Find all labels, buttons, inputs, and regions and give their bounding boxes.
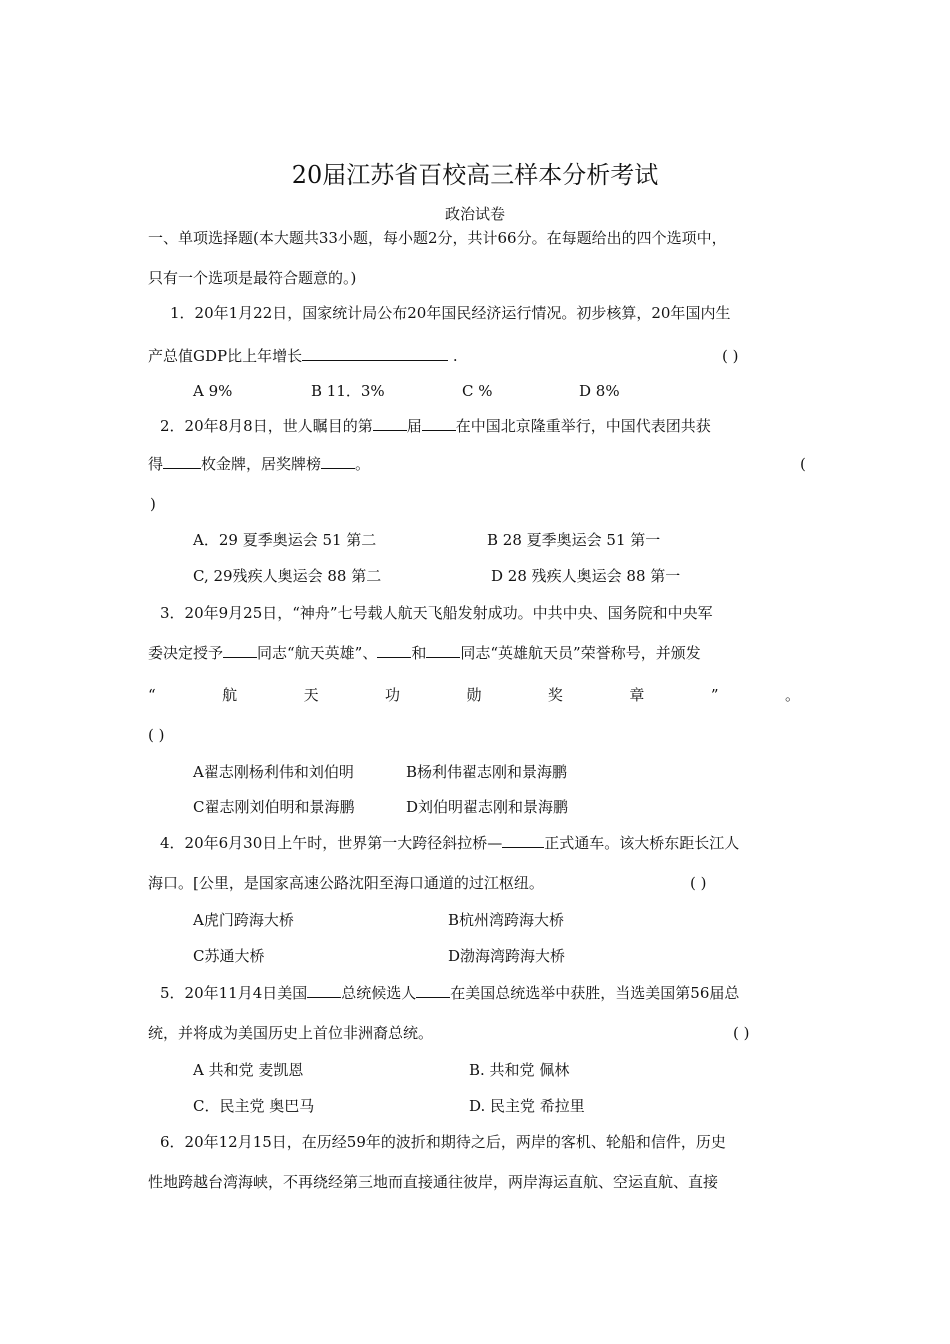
q3-blank-2 bbox=[377, 643, 411, 658]
q4-line1 bbox=[160, 833, 739, 853]
q5-text-a: 5．20年11月4日美国 bbox=[160, 984, 308, 1002]
q1-option-b: B 11．3% bbox=[311, 382, 385, 400]
q4-blank bbox=[502, 833, 544, 848]
q4-text-b: 正式通车。该大桥东距长江人 bbox=[544, 834, 740, 852]
q5-option-c: C．民主党 奥巴马 bbox=[193, 1097, 315, 1115]
q3-option-c: C翟志刚刘伯明和景海鹏 bbox=[193, 798, 355, 816]
q2-option-a: A．29 夏季奥运会 51 第二 bbox=[193, 531, 377, 549]
q4-option-a: A虎门跨海大桥 bbox=[193, 911, 294, 929]
q3-option-a: A翟志刚杨利伟和刘伯明 bbox=[193, 763, 354, 781]
q4-answer-paren: ( ) bbox=[690, 874, 707, 892]
q3-l3-char: 航 bbox=[222, 686, 238, 704]
q5-blank-1 bbox=[307, 983, 341, 998]
q1-line1: 1．20年1月22日，国家统计局公布20年国民经济运行情况。初步核算，20年国内生 bbox=[170, 304, 731, 322]
q2-blank-1 bbox=[373, 416, 407, 431]
q3-text-b: 同志“航天英雄”、 bbox=[257, 644, 378, 662]
q5-blank-2 bbox=[416, 983, 450, 998]
q4-option-c: C苏通大桥 bbox=[193, 947, 265, 965]
q5-answer-paren: ( ) bbox=[733, 1024, 750, 1042]
q3-l3-char: “ bbox=[148, 686, 156, 704]
exam-title: 20届江苏省百校高三样本分析考试 bbox=[291, 161, 659, 189]
q4-text-a: 4．20年6月30日上午时，世界第一大跨径斜拉桥— bbox=[160, 834, 503, 852]
q5-line2: 统，并将成为美国历史上首位非洲裔总统。 bbox=[148, 1024, 434, 1042]
q3-l3-char: 奖 bbox=[547, 686, 563, 704]
q2-text-a: 2．20年8月8日，世人瞩目的第 bbox=[160, 417, 373, 435]
q3-l3-char: 功 bbox=[385, 686, 401, 704]
q3-text-c: 和 bbox=[411, 644, 427, 662]
section-heading-line1: 一、单项选择题(本大题共33小题，每小题2分，共计66分。在每题给出的四个选项中， bbox=[148, 229, 727, 247]
q3-line2 bbox=[148, 643, 701, 663]
q3-text-a: 委决定授予 bbox=[148, 644, 224, 662]
section-heading-line2: 只有一个选项是最符合题意的。) bbox=[148, 269, 357, 287]
q1-option-a: A 9% bbox=[193, 382, 233, 400]
q4-option-d: D渤海湾跨海大桥 bbox=[448, 947, 566, 965]
q3-option-d: D刘伯明翟志刚和景海鹏 bbox=[406, 798, 569, 816]
q3-l3-char: 。 bbox=[784, 686, 800, 704]
q3-l3-char: ” bbox=[710, 686, 719, 704]
q1-option-c: C % bbox=[462, 382, 493, 400]
q4-option-b: B杭州湾跨海大桥 bbox=[448, 911, 565, 929]
q3-blank-3 bbox=[426, 643, 460, 658]
q3-l3-char: 天 bbox=[303, 686, 319, 704]
q2-text-c: 在中国北京隆重举行，中国代表团共获 bbox=[455, 417, 711, 435]
q4-line2: 海口。[公里，是国家高速公路沈阳至海口通道的过江枢纽。 bbox=[148, 874, 544, 892]
q5-line1 bbox=[160, 983, 739, 1003]
q3-l3-char: 勋 bbox=[466, 686, 482, 704]
q2-line2 bbox=[148, 454, 370, 474]
q1-line2 bbox=[148, 346, 458, 366]
q1-blank bbox=[302, 346, 448, 361]
q5-text-b: 总统候选人 bbox=[341, 984, 417, 1002]
q2-text-e: 枚金牌，居奖牌榜 bbox=[201, 455, 322, 473]
q5-option-d: D. 民主党 希拉里 bbox=[469, 1097, 585, 1115]
q2-blank-2 bbox=[422, 416, 456, 431]
q1-line2-end: . bbox=[448, 347, 458, 365]
q2-blank-4 bbox=[321, 454, 355, 469]
q2-line1 bbox=[160, 416, 711, 436]
q2-option-d: D 28 残疾人奥运会 88 第一 bbox=[491, 567, 681, 585]
q3-text-d: 同志“英雄航天员”荣誉称号，并颁发 bbox=[460, 644, 701, 662]
q6-line1: 6．20年12月15日，在历经59年的波折和期待之后，两岸的客机、轮船和信件，历史 bbox=[160, 1133, 726, 1151]
q2-option-c: C, 29残疾人奥运会 88 第二 bbox=[193, 567, 382, 585]
q2-text-f: 。 bbox=[355, 455, 371, 473]
q3-answer-paren: ( ) bbox=[148, 726, 165, 744]
q5-option-a: A 共和党 麦凯恩 bbox=[193, 1061, 304, 1079]
exam-subtitle: 政治试卷 bbox=[444, 205, 505, 223]
q1-answer-paren: ( ) bbox=[722, 347, 739, 365]
q5-text-c: 在美国总统选举中获胜，当选美国第56届总 bbox=[450, 984, 740, 1002]
q2-blank-3 bbox=[163, 454, 201, 469]
q2-text-d: 得 bbox=[148, 455, 164, 473]
q1-option-d: D 8% bbox=[579, 382, 620, 400]
q3-blank-1 bbox=[223, 643, 257, 658]
q1-line2-text: 产总值GDP比上年增长 bbox=[148, 347, 303, 365]
q5-option-b: B. 共和党 佩林 bbox=[469, 1061, 570, 1079]
q2-text-b: 届 bbox=[406, 417, 422, 435]
q2-paren-close: ) bbox=[150, 495, 156, 513]
q3-line3 bbox=[148, 685, 800, 705]
q3-option-b: B杨利伟翟志刚和景海鹏 bbox=[406, 763, 568, 781]
q2-option-b: B 28 夏季奥运会 51 第一 bbox=[487, 531, 661, 549]
q3-line1: 3．20年9月25日，“神舟”七号载人航天飞船发射成功。中共中央、国务院和中央军 bbox=[160, 604, 713, 622]
q2-paren-open: ( bbox=[800, 455, 806, 473]
q3-l3-char: 章 bbox=[629, 686, 645, 704]
q6-line2: 性地跨越台湾海峡，不再绕经第三地而直接通往彼岸，两岸海运直航、空运直航、直接 bbox=[148, 1173, 719, 1191]
